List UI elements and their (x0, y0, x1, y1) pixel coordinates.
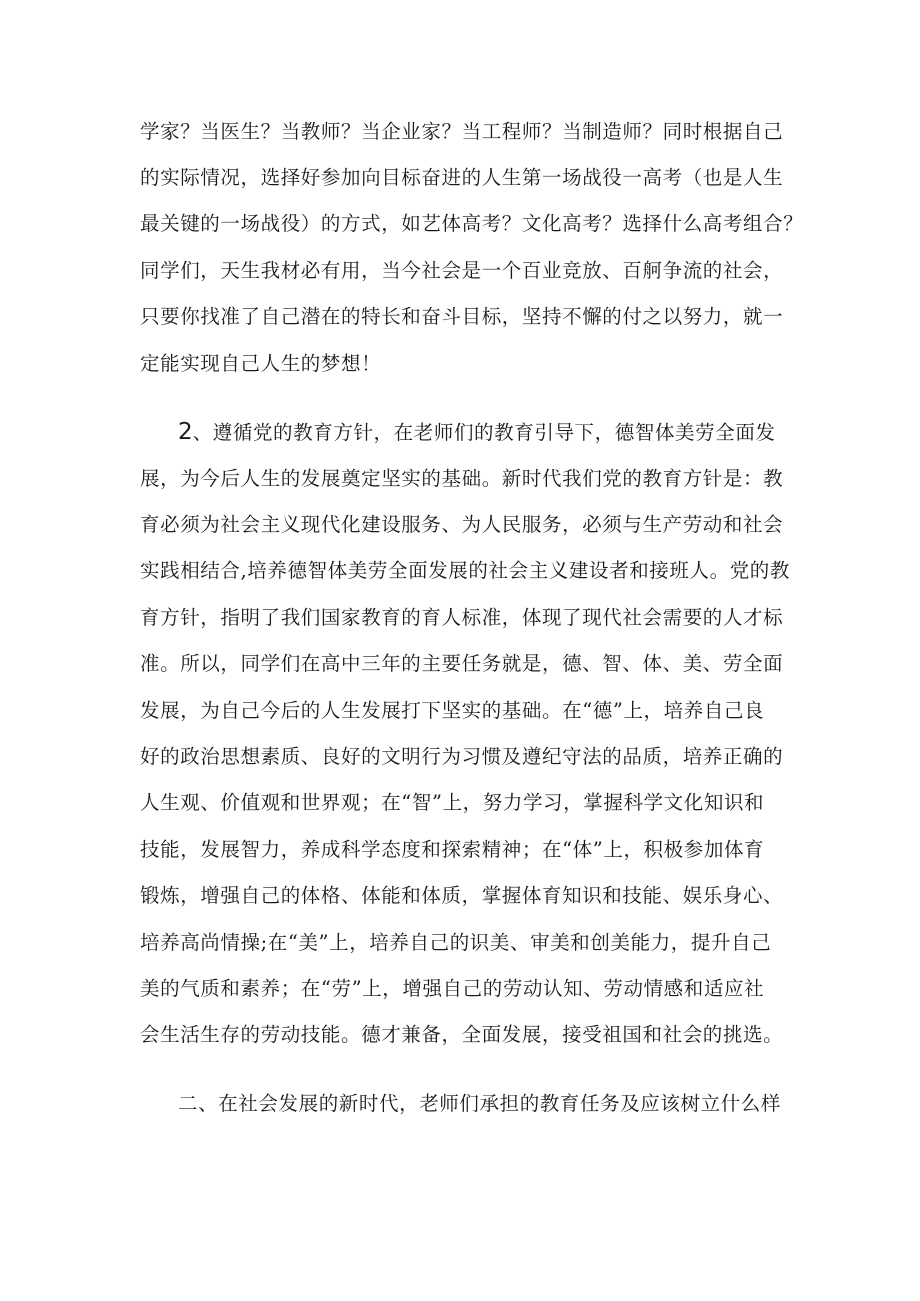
text-line: 实践相结合,培养德智体美劳全面发展的社会主义建设者和接班人。党的教 (140, 559, 790, 582)
text-line: 展，为今后人生的发展奠定坚实的基础。新时代我们党的教育方针是：教 (140, 467, 784, 490)
text-line: 好的政治思想素质、良好的文明行为习惯及遵纪守法的品质，培养正确的 (140, 745, 784, 768)
text-line: 会生活生存的劳动技能。德才兼备，全面发展，接受祖国和社会的挑选。 (140, 1023, 784, 1046)
text-line: 美的气质和素养；在“劳”上，增强自己的劳动认知、劳动情感和适应社 (140, 977, 765, 1000)
item-number: 2 (178, 419, 193, 445)
text-segment: 、遵循党的教育方针，在老师们的教育引导下，德智体美劳全面发 (192, 421, 776, 444)
text-line: 培养高尚情操;在“美”上，培养自己的识美、审美和创美能力，提升自己 (140, 931, 772, 954)
text-line-first (178, 418, 776, 446)
text-line: 人生观、价值观和世界观；在“智”上，努力学习，掌握科学文化知识和 (140, 791, 765, 814)
text-line: 技能，发展智力，养成科学态度和探索精神；在“体”上，积极参加体育 (140, 838, 765, 861)
text-line: 最关键的一场战役）的方式，如艺体高考？文化高考？选择什么高考组合？ (140, 212, 804, 235)
text-line: 同学们，天生我材必有用，当今社会是一个百业竞放、百舸争流的社会， (140, 259, 784, 282)
text-line: 的实际情况，选择好参加向目标奋进的人生第一场战役一高考（也是人生 (140, 166, 784, 189)
text-line: 只要你找准了自己潜在的特长和奋斗目标，坚持不懈的付之以努力，就一 (140, 305, 784, 328)
text-line: 二、在社会发展的新时代，老师们承担的教育任务及应该树立什么样 (178, 1092, 782, 1115)
text-line: 育方针，指明了我们国家教育的育人标准，体现了现代社会需要的人才标 (140, 606, 784, 629)
text-line: 发展，为自己今后的人生发展打下坚实的基础。在“德”上，培养自己良 (140, 699, 765, 722)
text-line: 育必须为社会主义现代化建设服务、为人民服务，必须与生产劳动和社会 (140, 513, 784, 536)
text-line: 学家？当医生？当教师？当企业家？当工程师？当制造师？同时根据自己 (140, 120, 784, 143)
text-line: 定能实现自己人生的梦想！ (140, 352, 382, 375)
text-line: 锻炼，增强自己的体格、体能和体质，掌握体育知识和技能、娱乐身心、 (140, 884, 784, 907)
document-page (140, 0, 804, 1301)
text-line: 准。所以，同学们在高中三年的主要任务就是，德、智、体、美、劳全面 (140, 652, 784, 675)
